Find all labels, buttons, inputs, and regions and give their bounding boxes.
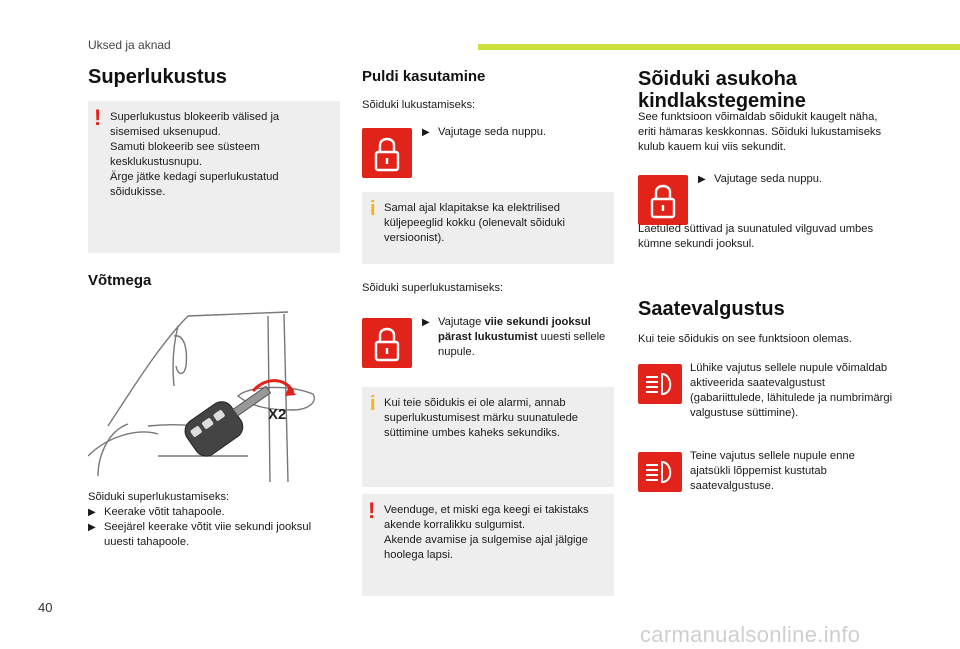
window-warning-box bbox=[362, 494, 614, 596]
info-icon: i bbox=[370, 393, 376, 415]
headlight-icon bbox=[638, 364, 682, 404]
alarm-info-box bbox=[362, 387, 614, 487]
guide-short-press-text: Lühike vajutus sellele nupule võimaldab aktiveerida saatevalgustust (gabariittulede, lähitulede ja numbrimärgi valgustuse süttimine). bbox=[690, 362, 893, 419]
window-warning-text: Veenduge, et miski ega keegi ei takistaks akende korralikku sulgumist. Akende avamise ja sulgemise ajal jälgige hoolega lapsi. bbox=[384, 504, 589, 561]
exclamation-warning-icon: ! bbox=[368, 498, 376, 523]
remote-lock-intro: Sõiduki lukustamiseks: bbox=[362, 99, 476, 111]
with-key-title: Võtmega bbox=[88, 272, 152, 289]
arrow-bullet-icon: ▶ bbox=[88, 507, 96, 518]
remote-superlock-intro: Sõiduki superlukustamiseks: bbox=[362, 282, 504, 294]
lighting-button-image bbox=[638, 364, 682, 404]
turn-twice-label: X2 bbox=[268, 406, 287, 423]
mirror-info-box bbox=[362, 192, 614, 264]
locate-result-text: Laetuled süttivad ja suunatuled vilguvad umbes kümne sekundi jooksul. bbox=[638, 223, 874, 250]
lighting-button-image-2 bbox=[638, 452, 682, 492]
guide-lighting-intro: Kui teie sõidukis on see funktsioon olemas. bbox=[638, 333, 852, 345]
info-icon: i bbox=[370, 198, 376, 220]
locate-vehicle-text: See funktsioon võimaldab sõidukit kaugelt näha, eriti hämaras keskkonnas. Sõiduki lukustamiseks kulub kauem kui viis sekundit. bbox=[638, 111, 882, 153]
key-step-1: ▶ Keerake võtit tahapoole. bbox=[88, 506, 225, 518]
lock-button-image bbox=[362, 128, 412, 178]
padlock-icon bbox=[362, 128, 412, 178]
section-accent-bar bbox=[478, 44, 960, 50]
remote-superlock-step: ▶ Vajutage viie sekundi jooksul pärast lukustumist uuesti sellele nupule. bbox=[422, 316, 606, 358]
arrow-bullet-icon: ▶ bbox=[422, 127, 430, 138]
key-superlock-intro: Sõiduki superlukustamiseks: bbox=[88, 491, 230, 503]
key-step-2: ▶ Seejärel keerake võtit viie sekundi jooksul uuesti tahapoole. bbox=[88, 521, 312, 548]
guide-lighting-title: Saatevalgustus bbox=[638, 298, 785, 320]
superlock-button-image bbox=[362, 318, 412, 368]
superlock-title: Superlukustus bbox=[88, 66, 227, 88]
exclamation-warning-icon: ! bbox=[94, 105, 102, 130]
arrow-bullet-icon: ▶ bbox=[422, 317, 430, 328]
headlight-icon bbox=[638, 452, 682, 492]
locate-button-image bbox=[638, 175, 688, 225]
section-title: Uksed ja aknad bbox=[88, 38, 171, 52]
page-number: 40 bbox=[38, 600, 53, 615]
alarm-info-text: Kui teie sõidukis ei ole alarmi, annab superlukustumisest märku suunatulede süttimine umbes kaheks sekundiks. bbox=[384, 397, 579, 439]
remote-lock-step: ▶ Vajutage seda nuppu. bbox=[422, 126, 547, 138]
superlock-warning-box bbox=[88, 101, 340, 253]
padlock-icon bbox=[638, 175, 688, 225]
mirror-info-text: Samal ajal klapitakse ka elektrilised küljepeeglid kokku (olenevalt sõiduki versioonist). bbox=[384, 202, 565, 244]
guide-second-press-text: Teine vajutus sellele nupule enne ajatsükli lõppemist kustutab saatevalgustuse. bbox=[690, 450, 855, 492]
arrow-bullet-icon: ▶ bbox=[698, 174, 706, 185]
locate-step: ▶ Vajutage seda nuppu. bbox=[698, 173, 823, 185]
remote-title: Puldi kasutamine bbox=[362, 68, 486, 85]
superlock-warning-text: Superlukustus blokeerib välised ja sisemised uksenupud. Samuti blokeerib see süsteem kesklukustusnupu. Ärge jätke kedagi superlukustatud sõidukisse. bbox=[110, 111, 280, 198]
car-door-key-drawing-icon bbox=[88, 306, 340, 482]
key-door-illustration bbox=[88, 306, 340, 482]
arrow-bullet-icon: ▶ bbox=[88, 522, 96, 533]
watermark: carmanualsonline.info bbox=[640, 622, 861, 647]
locate-vehicle-title: Sõiduki asukoha kindlakstegemine bbox=[638, 68, 806, 112]
padlock-icon bbox=[362, 318, 412, 368]
